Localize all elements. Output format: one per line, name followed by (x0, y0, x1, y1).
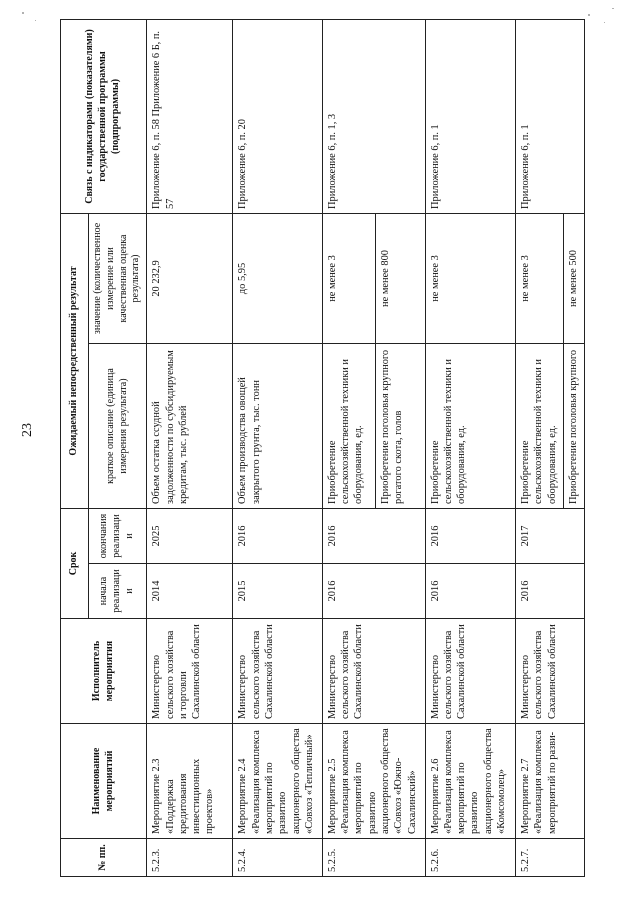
row-link: Приложение 6, п. 58 Приложение 6 Б, п. 57 (147, 19, 233, 213)
table-row (147, 19, 233, 876)
row-result-desc: Приобретение сельскохозяйственной техники и оборудования, ед. (322, 343, 375, 508)
row-result-value: не менее 3 (515, 213, 563, 343)
row-executor: Министерство сельского хозяйства Сахалинской области (322, 619, 425, 724)
table-row (233, 19, 322, 876)
row-end: 2017 (515, 508, 584, 563)
header-num: № пп. (61, 839, 147, 877)
row-result-desc: Приобретение поголовья крупного рогатого скота, голов (375, 343, 425, 508)
row-result-value: не менее 3 (322, 213, 375, 343)
row-num: 5.2.5. (322, 839, 425, 877)
row-executor: Министерство сельского хозяйства и торговли Сахалинской области (147, 619, 233, 724)
scan-speck (35, 20, 36, 21)
header-executor: Исполнитель мероприятия (61, 619, 147, 724)
row-name: Мероприятие 2.7 «Реализация комплекса мероприятий по разви- (515, 724, 584, 839)
page-number: 23 (20, 423, 35, 437)
row-link: Приложение 6, п. 1 (515, 19, 584, 213)
row-num: 5.2.7. (515, 839, 584, 877)
row-num: 5.2.6. (425, 839, 515, 877)
row-result-value: 20 232,9 (147, 213, 233, 343)
scan-speck (588, 14, 590, 16)
row-end: 2016 (233, 508, 322, 563)
row-executor: Министерство сельского хозяйства Сахалинской области (425, 619, 515, 724)
row-result-desc: Объем остатка ссудной задолженности по субсидируемым кредитам, тыс. рублей (147, 343, 233, 508)
scan-speck (22, 12, 24, 14)
row-end: 2025 (147, 508, 233, 563)
row-result-desc: Приобретение поголовья крупного (564, 343, 585, 508)
row-name: Мероприятие 2.3 «Поддержка кредитования инвестиционных проектов» (147, 724, 233, 839)
row-result-desc: Приобретение сельскохозяйственной техники и оборудования, ед. (515, 343, 563, 508)
measures-table (60, 19, 585, 877)
row-link: Приложение 6, п. 1 (425, 19, 515, 213)
header-result-value: значение (количественное измерение или качественная оценка результата) (89, 213, 147, 343)
row-executor: Министерство сельского хозяйства Сахалинской области (515, 619, 584, 724)
table-row (425, 19, 515, 876)
header-name: Наименование мероприятий (61, 724, 147, 839)
row-link: Приложение 6, п. 20 (233, 19, 322, 213)
row-result-value: не менее 800 (375, 213, 425, 343)
scan-speck (604, 22, 605, 23)
header-term-start: начала реализации (89, 564, 147, 619)
row-start: 2016 (322, 564, 425, 619)
row-end: 2016 (322, 508, 425, 563)
row-executor: Министерство сельского хозяйства Сахалинской области (233, 619, 322, 724)
row-end: 2016 (425, 508, 515, 563)
table-row (515, 19, 563, 876)
header-result-desc: краткое описание (единица измерения результата) (89, 343, 147, 508)
header-term-end: окончания реализации (89, 508, 147, 563)
row-result-desc: Приобретение сельскохозяйственной техники и оборудования, ед. (425, 343, 515, 508)
row-start: 2016 (425, 564, 515, 619)
row-name: Мероприятие 2.5 «Реализация комплекса мероприятий по развитию акционерного общества «Совхоз «Южно-Сахалинский» (322, 724, 425, 839)
table-row (322, 19, 375, 876)
header-term: Срок (61, 508, 89, 618)
row-result-desc: Объем производства овощей закрытого грунта, тыс. тонн (233, 343, 322, 508)
row-name: Мероприятие 2.6 «Реализация комплекса мероприятий по развитию акционерного общества «Комсомолец» (425, 724, 515, 839)
header-result: Ожидаемый непосредственный результат (61, 213, 89, 508)
header-link: Связь с индикаторами (показателями) государственной программы (подпрограммы) (61, 19, 147, 213)
scan-speck (612, 8, 614, 9)
row-name: Мероприятие 2.4 «Реализация комплекса мероприятий по развитию акционерного общества «Совхоз «Тепличный» (233, 724, 322, 839)
row-start: 2016 (515, 564, 584, 619)
rotated-table-container (60, 20, 585, 877)
row-link: Приложение 6, п. 1, 3 (322, 19, 425, 213)
row-result-value: не менее 3 (425, 213, 515, 343)
row-result-value: не менее 500 (564, 213, 585, 343)
row-start: 2015 (233, 564, 322, 619)
row-start: 2014 (147, 564, 233, 619)
row-num: 5.2.3. (147, 839, 233, 877)
row-num: 5.2.4. (233, 839, 322, 877)
row-result-value: до 5,95 (233, 213, 322, 343)
